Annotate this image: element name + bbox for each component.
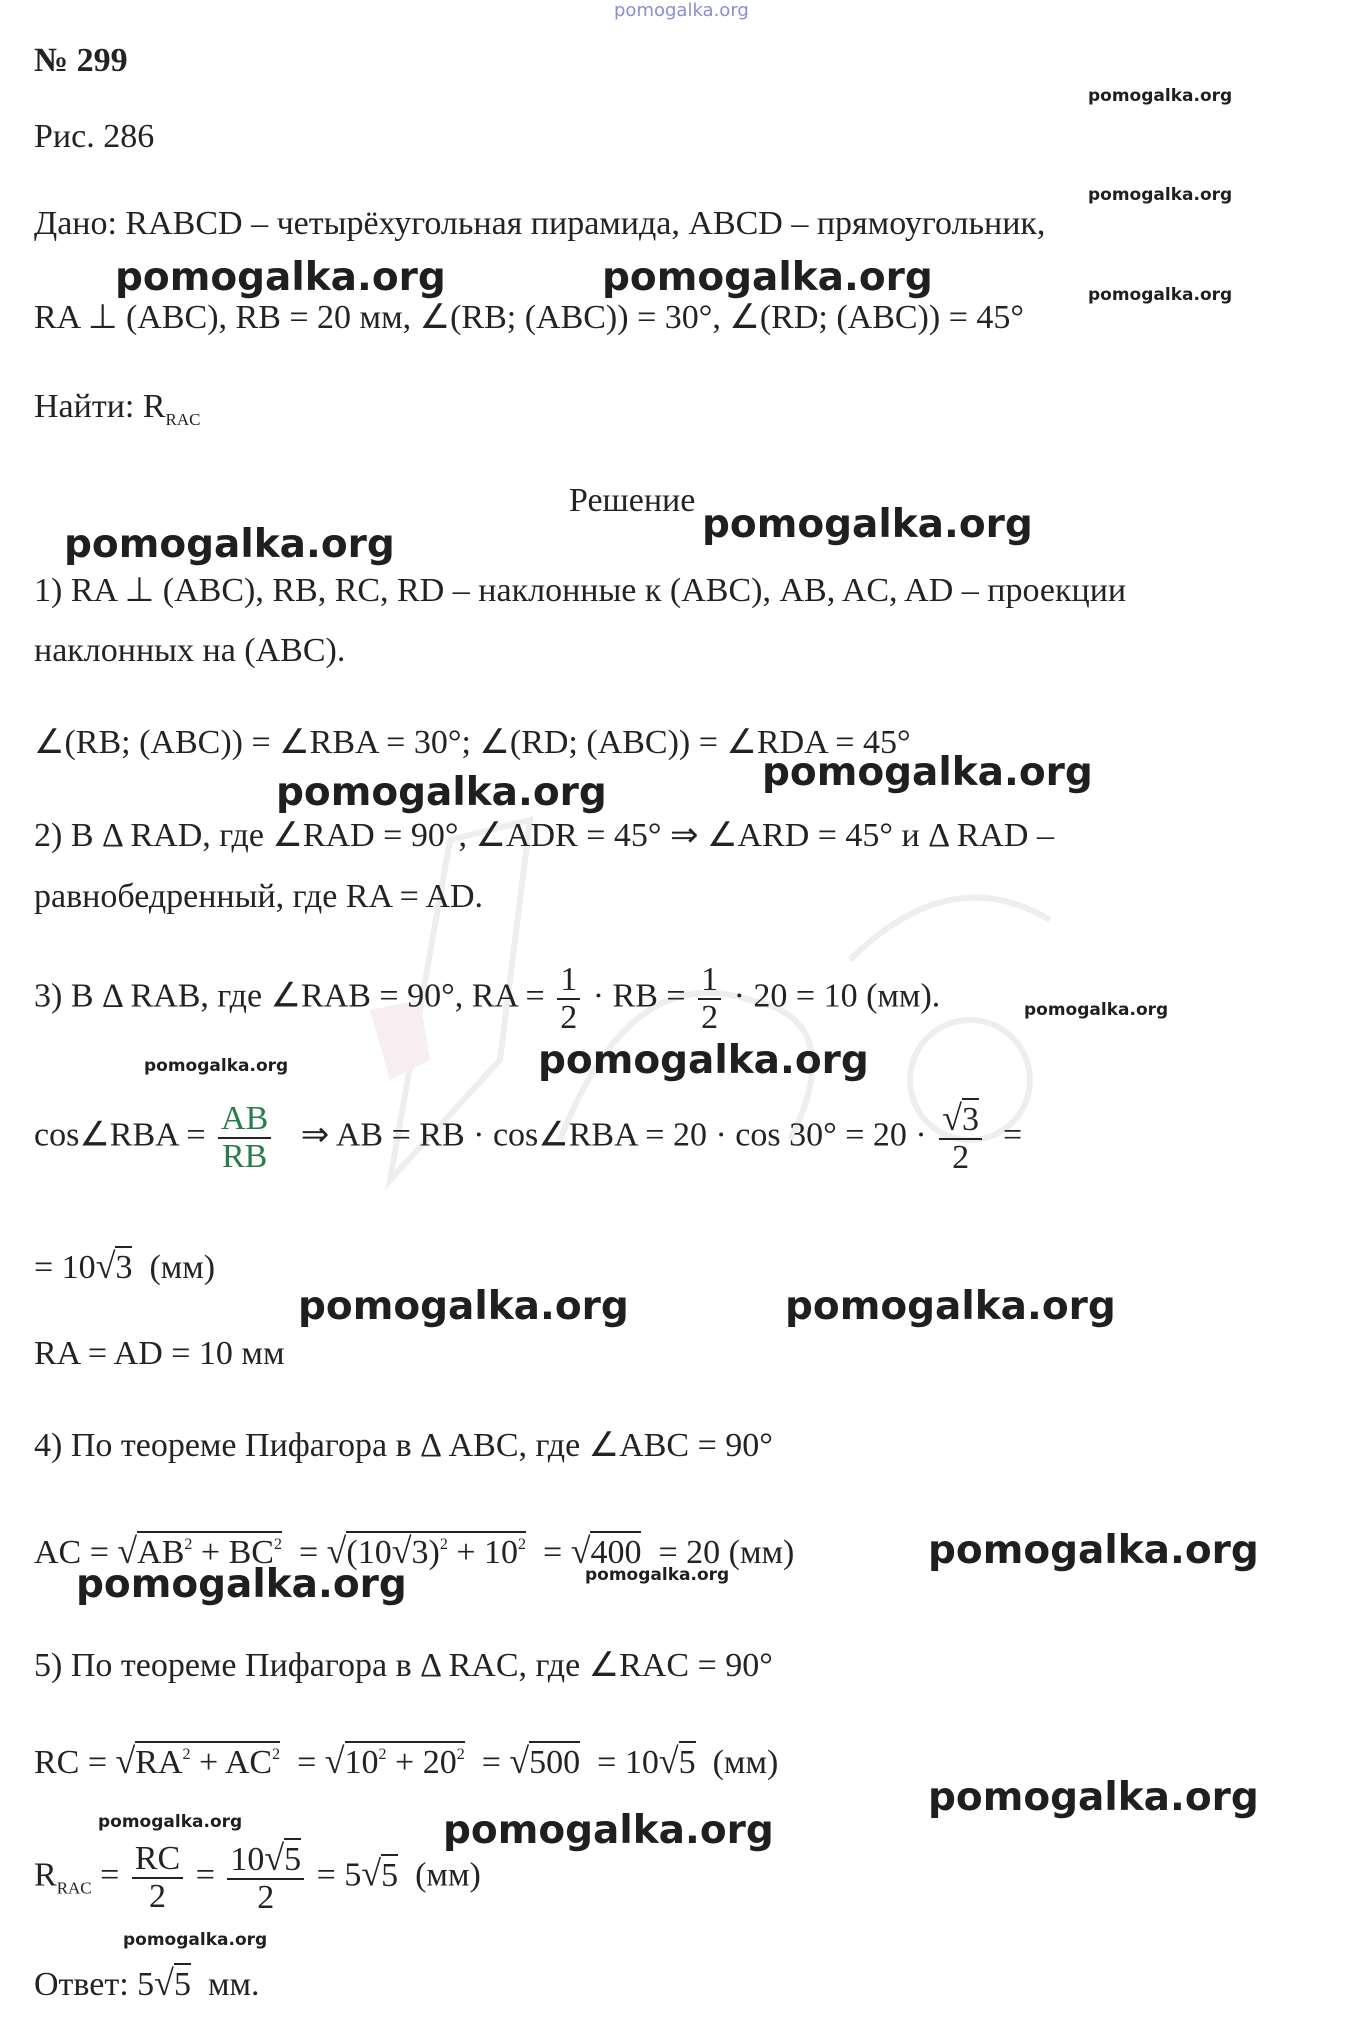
ra-ad-line: RA = AD = 10 мм — [34, 1335, 285, 1372]
watermark-large: pomogalka.org — [276, 770, 607, 815]
step5-line: 5) По теореме Пифагора в Δ RAC, где ∠RAC = 90° — [34, 1647, 773, 1684]
watermark-small: pomogalka.org — [98, 1812, 243, 1832]
watermark-large: pomogalka.org — [538, 1038, 869, 1083]
watermark-large: pomogalka.org — [64, 522, 395, 567]
watermark-large: pomogalka.org — [602, 255, 933, 300]
ab-result: = 10√3 (мм) — [34, 1246, 216, 1286]
fraction-10sqrt5-2: $\frac{10√5}{2}$ — [227, 1840, 304, 1915]
watermark-large: pomogalka.org — [785, 1284, 1116, 1329]
watermark-large: pomogalka.org — [443, 1808, 774, 1853]
rc-formula: RC = $√RA^2 + AC^2 = √10^2 + 20^2 = √500 = 10√5$ (мм) — [34, 1741, 779, 1781]
fraction-ab-rb: $\frac{AB}{RB}$ — [218, 1101, 271, 1174]
watermark-large: pomogalka.org — [115, 255, 446, 300]
top-watermark: pomogalka.org — [614, 0, 749, 21]
find-line — [34, 388, 201, 430]
watermark-small: pomogalka.org — [1088, 86, 1233, 106]
fraction-one-half: $\frac{1}{2}$ — [557, 962, 580, 1035]
step1-line-b: наклонных на (ABC). — [34, 632, 346, 669]
step3-line — [34, 962, 940, 1035]
watermark-small: pomogalka.org — [123, 1930, 268, 1950]
watermark-large: pomogalka.org — [928, 1528, 1259, 1573]
watermark-small: pomogalka.org — [585, 1565, 730, 1585]
answer-line: Ответ: 5√5 мм. — [34, 1963, 260, 2003]
step2-line-b: равнобедренный, где RA = AD. — [34, 878, 484, 915]
step3-pre: 3) В Δ RAB, где ∠RAB = 90°, RA = — [34, 977, 545, 1015]
given-line-1: Дано: RABCD – четырёхугольная пирамида, ABCD – прямоугольник, — [34, 205, 1046, 242]
step3-mid: · RB = — [592, 977, 686, 1015]
given-line-2: RA ⊥ (ABC), RB = 20 мм, ∠(RB; (ABC)) = 30°, ∠(RD; (ABC)) = 45° — [34, 299, 1024, 336]
fraction-sqrt3-2: $\frac{√3}{2}$ — [939, 1100, 982, 1175]
fraction-rc-2: $\frac{RC}{2}$ — [132, 1841, 183, 1914]
find-subscript: RAC — [165, 410, 201, 429]
watermark-small: pomogalka.org — [1088, 285, 1233, 305]
watermark-large: pomogalka.org — [702, 502, 1033, 547]
watermark-small: pomogalka.org — [1024, 1000, 1169, 1020]
solution-title: Решение — [569, 482, 696, 519]
step4-line: 4) По теореме Пифагора в Δ ABC, где ∠ABC = 90° — [34, 1427, 773, 1464]
watermark-small: pomogalka.org — [1088, 185, 1233, 205]
watermark-large: pomogalka.org — [76, 1562, 407, 1607]
step2-line-a: 2) В Δ RAD, где ∠RAD = 90°, ∠ADR = 45° ⇒ ∠ARD = 45° и Δ RAD – — [34, 817, 1054, 854]
step1-line-c: ∠(RB; (ABC)) = ∠RBA = 30°; ∠(RD; (ABC)) = ∠RDA = 45° — [34, 724, 911, 761]
r-rac-formula: $R_{RAC}$ = $\frac{RC}{2}$ = $\frac{10√5}{2}$ = 5√5 (мм) — [34, 1838, 481, 1916]
find-R: R — [142, 388, 166, 425]
watermark-small: pomogalka.org — [144, 1056, 289, 1076]
watermark-large: pomogalka.org — [298, 1284, 629, 1329]
step3-post: · 20 = 10 (мм). — [733, 977, 941, 1015]
cos-post: ⇒ AB = RB · cos∠RBA = 20 · cos 30° = 20 · — [300, 1116, 927, 1154]
ac-formula: AC = $√AB^2 + BC^2 = √(10√3)^2 + 10^2 = √400 = 20$ (мм) — [34, 1531, 795, 1571]
step1-line-a: 1) RA ⊥ (ABC), RB, RC, RD – наклонные к (ABC), AB, AC, AD – проекции — [34, 572, 1127, 609]
fraction-one-half-2: $\frac{1}{2}$ — [698, 962, 721, 1035]
problem-number: № 299 — [34, 42, 128, 79]
watermark-large: pomogalka.org — [762, 750, 1093, 795]
figure-reference: Рис. 286 — [34, 118, 155, 155]
find-label: Найти: — [34, 388, 135, 425]
watermark-large: pomogalka.org — [928, 1775, 1259, 1820]
cos-line: cos∠RBA = $\frac{AB}{RB}$ ⇒ AB = RB · cos∠RBA = 20 · cos 30° = 20 · $\frac{√3}{2}$ = — [34, 1098, 1023, 1176]
cos-pre: cos∠RBA = — [34, 1116, 206, 1154]
